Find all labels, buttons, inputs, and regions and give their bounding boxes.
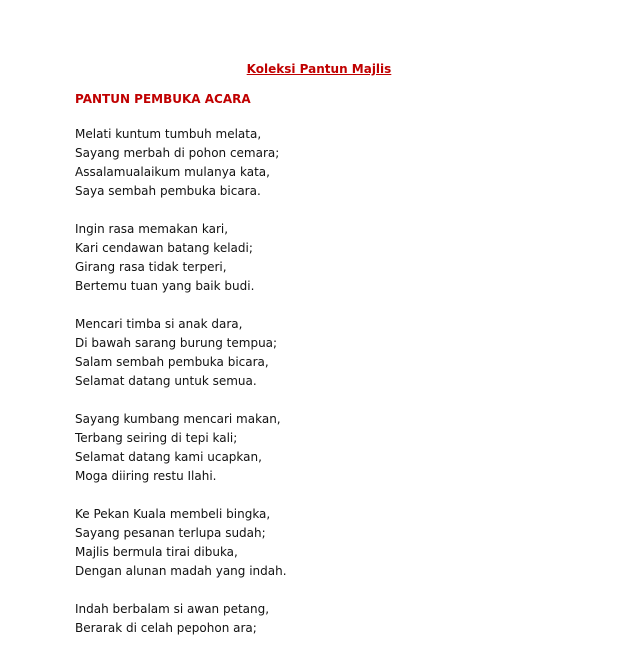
stanza-line: Girang rasa tidak terperi, xyxy=(75,260,227,274)
stanza-line: Selamat datang untuk semua. xyxy=(75,374,257,388)
stanza-line: Sayang pesanan terlupa sudah; xyxy=(75,526,266,540)
pantun-stanzas xyxy=(75,125,575,657)
stanza-3 xyxy=(75,315,575,391)
stanza-line: Berarak di celah pepohon ara; xyxy=(75,621,257,635)
stanza-5 xyxy=(75,505,575,581)
section-heading: PANTUN PEMBUKA ACARA xyxy=(75,92,251,106)
stanza-2 xyxy=(75,220,575,296)
stanza-line: Dengan alunan madah yang indah. xyxy=(75,564,287,578)
stanza-line: Selamat datang kami ucapkan, xyxy=(75,450,262,464)
stanza-line: Saya sembah pembuka bicara. xyxy=(75,184,261,198)
stanza-line: Assalamualaikum mulanya kata, xyxy=(75,165,270,179)
stanza-4 xyxy=(75,410,575,486)
stanza-6 xyxy=(75,600,575,638)
stanza-line: Ke Pekan Kuala membeli bingka, xyxy=(75,507,271,521)
stanza-line: Ingin rasa memakan kari, xyxy=(75,222,229,236)
stanza-line: Indah berbalam si awan petang, xyxy=(75,602,270,616)
stanza-line: Majlis bermula tirai dibuka, xyxy=(75,545,238,559)
stanza-line: Mencari timba si anak dara, xyxy=(75,317,243,331)
stanza-line: Salam sembah pembuka bicara, xyxy=(75,355,269,369)
stanza-line: Sayang merbah di pohon cemara; xyxy=(75,146,280,160)
stanza-line: Bertemu tuan yang baik budi. xyxy=(75,279,255,293)
document-title: Koleksi Pantun Majlis xyxy=(246,62,392,76)
stanza-1 xyxy=(75,125,575,201)
stanza-line: Kari cendawan batang keladi; xyxy=(75,241,253,255)
stanza-line: Melati kuntum tumbuh melata, xyxy=(75,127,262,141)
stanza-line: Terbang seiring di tepi kali; xyxy=(75,431,238,445)
stanza-line: Moga diiring restu Ilahi. xyxy=(75,469,217,483)
stanza-line: Di bawah sarang burung tempua; xyxy=(75,336,278,350)
stanza-line: Sayang kumbang mencari makan, xyxy=(75,412,281,426)
